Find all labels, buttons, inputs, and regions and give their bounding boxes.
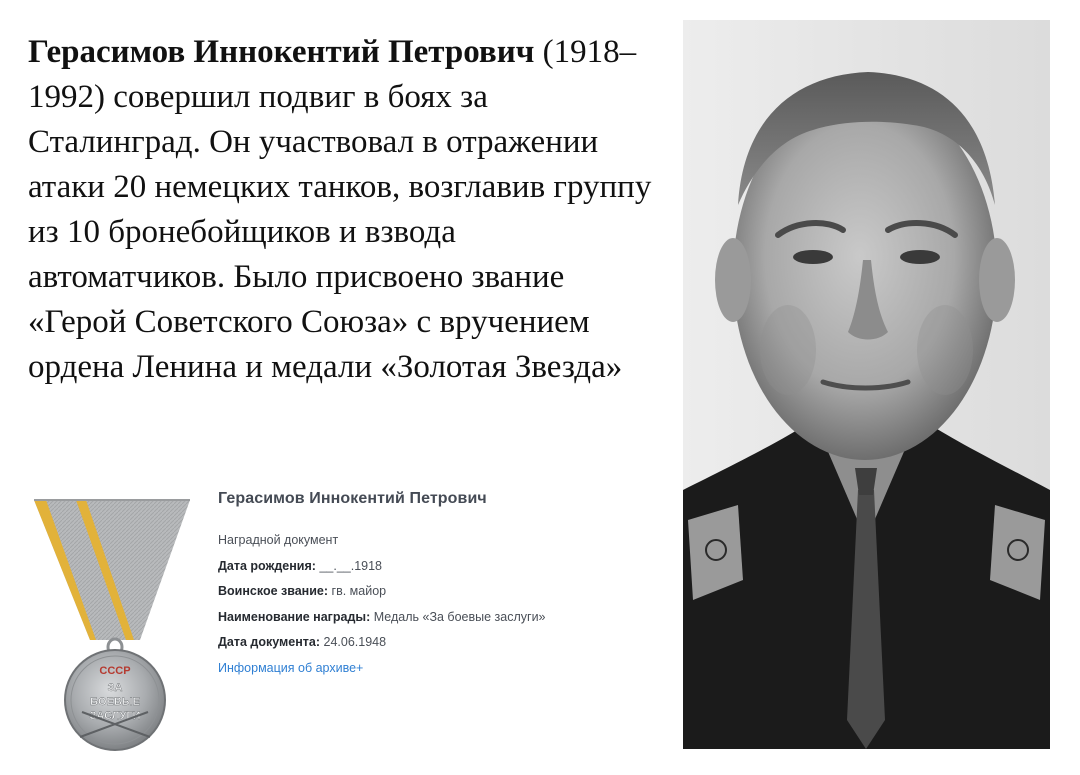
medal-text-1: ЗА <box>107 682 123 694</box>
biography-paragraph <box>28 30 658 390</box>
award-record-card <box>218 490 658 681</box>
medal-text-2: БОЕВЫЕ <box>90 696 140 708</box>
medal-text-top: СССР <box>99 665 131 677</box>
bio-text: (1918–1992) совершил подвиг в боях за Сталинград. Он участвовал в отражении атаки 20 немецких танков, возглавив группу из 10 бронебойщиков и взвода автоматчиков. Было присвоено звание «Герой Советского Союза» с вручением ордена Ленина и медали «Золотая Звезда» <box>28 34 652 385</box>
record-rank: Воинское звание: гв. майор <box>218 584 387 598</box>
medal-image <box>30 492 210 752</box>
bio-name: Герасимов Иннокентий Петрович <box>28 34 535 70</box>
record-birth-date: Дата рождения: __.__.1918 <box>218 558 382 573</box>
record-doc-type: Наградной документ <box>218 533 339 547</box>
portrait-photo-icon <box>683 20 1050 749</box>
record-award-name: Наименование награды: Медаль «За боевые заслуги» <box>218 609 546 624</box>
record-title: Герасимов Иннокентий Петрович <box>218 490 487 507</box>
portrait-photo <box>683 20 1050 749</box>
archive-info-link[interactable]: Информация об архиве+ <box>218 660 364 675</box>
medal-text-3: ЗАСЛУГИ <box>89 710 141 722</box>
record-document-date: Дата документа: 24.06.1948 <box>218 635 387 649</box>
ribbon-shape <box>34 500 190 640</box>
medal-icon <box>30 492 210 752</box>
